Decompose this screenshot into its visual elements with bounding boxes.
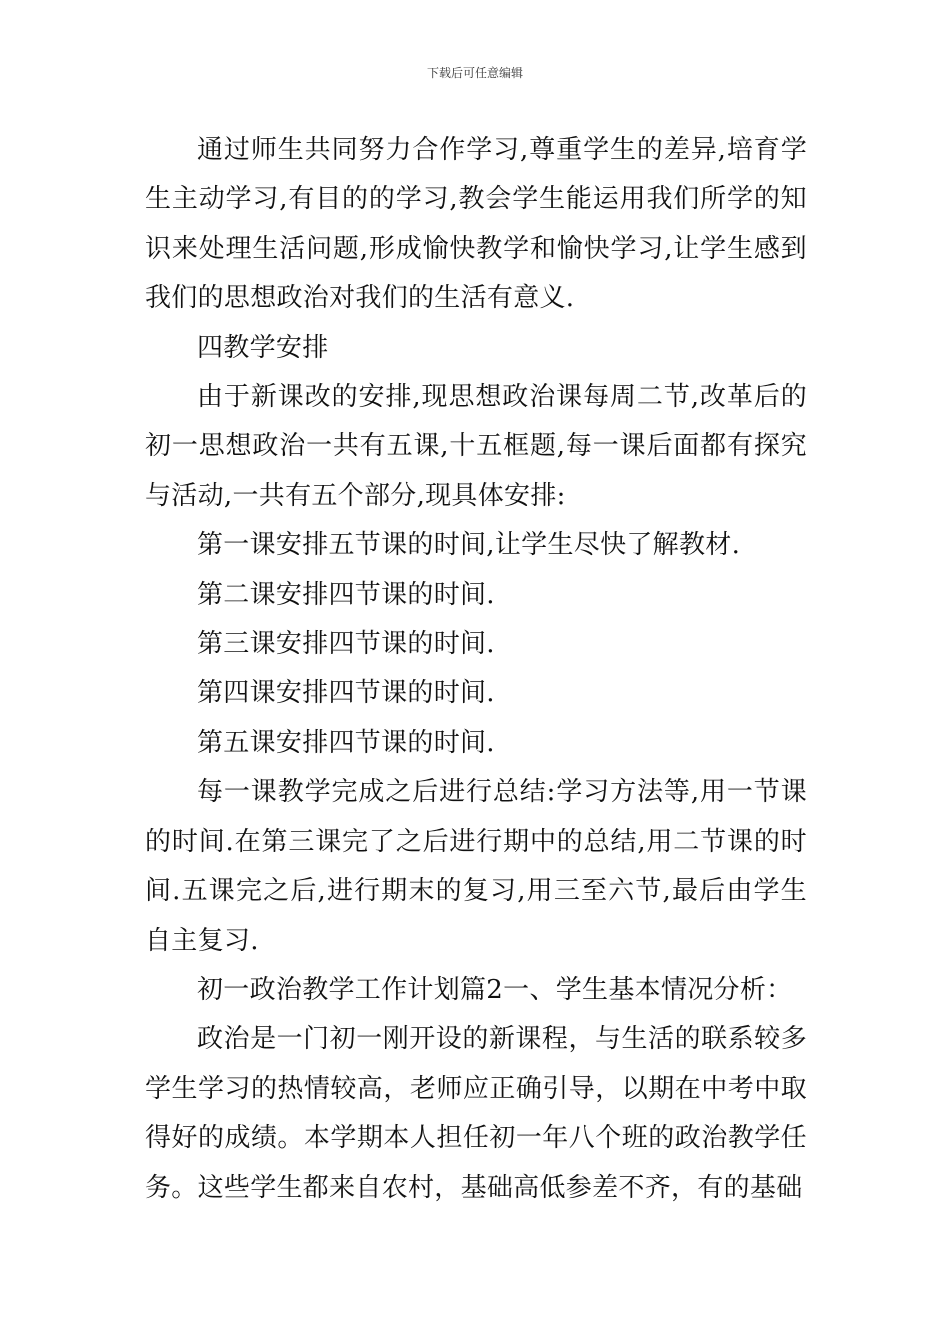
- schedule-item-2: 第二课安排四节课的时间.: [197, 579, 495, 610]
- schedule-item-4: 第四课安排四节课的时间.: [197, 678, 495, 709]
- schedule-item-3: 第三课安排四节课的时间.: [197, 629, 495, 660]
- paragraph-3: 每一课教学完成之后进行总结:学习方法等,用一节课的时间.在第三课完了之后进行期中的总结,用二节课的时间.五课完之后,进行期末的复习,用三至六节,最后由学生自主复习.: [145, 777, 807, 956]
- schedule-item-5: 第五课安排四节课的时间.: [197, 727, 495, 758]
- paragraph-2: 由于新课改的安排,现思想政治课每周二节,改革后的初一思想政治一共有五课,十五框题,每一课后面都有探究与活动,一共有五个部分,现具体安排:: [145, 382, 807, 511]
- section-heading: 四教学安排: [197, 332, 329, 363]
- paragraph-1: 通过师生共同努力合作学习,尊重学生的差异,培育学生主动学习,有目的的学习,教会学生能运用我们所学的知识来处理生活问题,形成愉快教学和愉快学习,让学生感到我们的思想政治对我们的生活有意义.: [145, 135, 807, 314]
- plan-title: 初一政治教学工作计划篇2一、学生基本情况分析：: [197, 974, 793, 1005]
- paragraph-4: 政治是一门初一刚开设的新课程，与生活的联系较多学生学习的热情较高，老师应正确引导，以期在中考中取得好的成绩。本学期本人担任初一年八个班的政治教学任务。这些学生都来自农村，基础高低参差不齐，有的基础: [145, 1024, 807, 1203]
- page-header: 下载后可任意编辑: [426, 66, 523, 80]
- document-body: [145, 126, 807, 1213]
- schedule-item-1: 第一课安排五节课的时间,让学生尽快了解教材.: [197, 530, 741, 561]
